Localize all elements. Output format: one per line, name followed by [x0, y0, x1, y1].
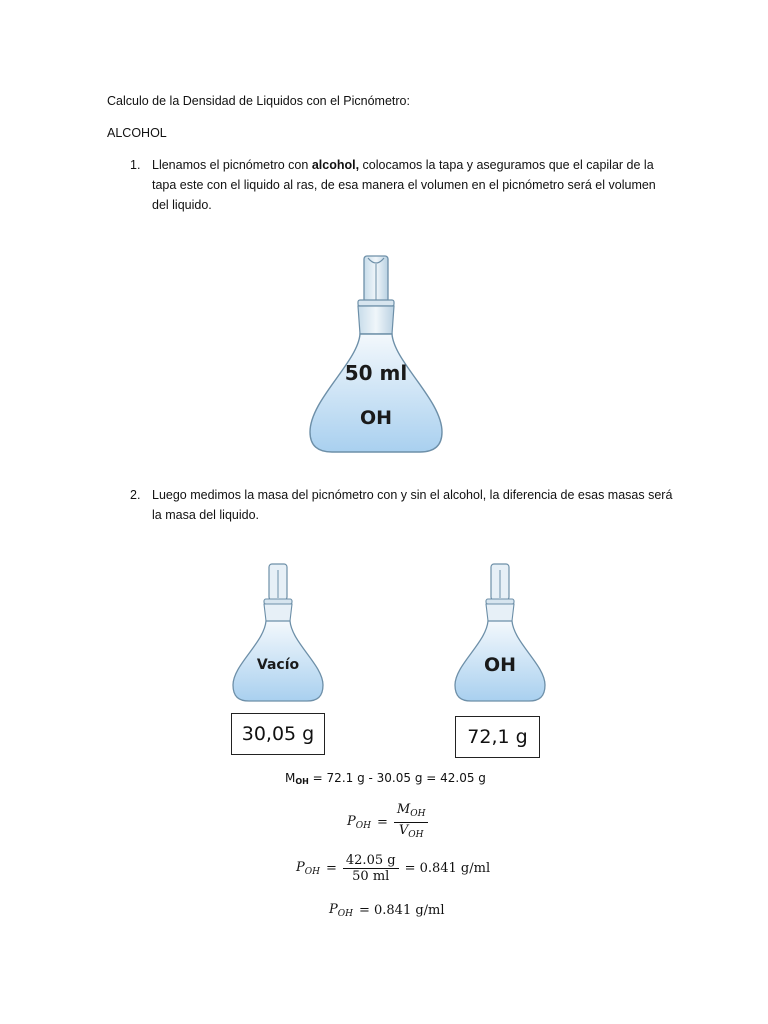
- density-result: $P_{OH}$ = 0.841 g/ml: [329, 902, 445, 919]
- pycnometer-large-illustration: [308, 250, 444, 456]
- step-1: [130, 155, 675, 217]
- step-text: Luego medimos la masa del picnómetro con y sin el alcohol, la diferencia de esas masas será la masa del liquido.: [152, 488, 673, 522]
- step-number: 1.: [130, 158, 141, 172]
- flask-content-label: OH: [359, 407, 393, 429]
- mass-empty-box: 30,05 g: [231, 713, 325, 755]
- flask-icon: [231, 561, 325, 705]
- step-number: 2.: [130, 488, 141, 502]
- flask-label: OH: [483, 654, 517, 676]
- density-calculation: $P_{OH}$ = $\frac{42.05 g}{50 ml}$ = 0.841 g/ml: [296, 853, 491, 884]
- mass-full-box: 72,1 g: [455, 716, 540, 758]
- pycnometer-empty-illustration: [231, 561, 325, 705]
- density-formula: $P_{OH}$ = $\frac{M_{OH}}{V_{OH}}$: [347, 802, 428, 843]
- step-text: Llenamos el picnómetro con alcohol, colocamos la tapa y aseguramos que el capilar de la tapa este con el liquido al ras, de esa manera el volumen en el picnómetro será el volumen del liquido.: [152, 158, 656, 212]
- document-title: Calculo de la Densidad de Liquidos con el Picnómetro:: [107, 94, 410, 108]
- mass-equation: MOH = 72.1 g - 30.05 g = 42.05 g: [285, 771, 486, 786]
- pycnometer-full-illustration: [453, 561, 547, 705]
- section-heading: ALCOHOL: [107, 126, 167, 140]
- flask-label: Vacío: [256, 657, 300, 673]
- flask-volume-label: 50 ml: [344, 361, 408, 385]
- flask-icon: [453, 561, 547, 705]
- step-2: [130, 485, 675, 527]
